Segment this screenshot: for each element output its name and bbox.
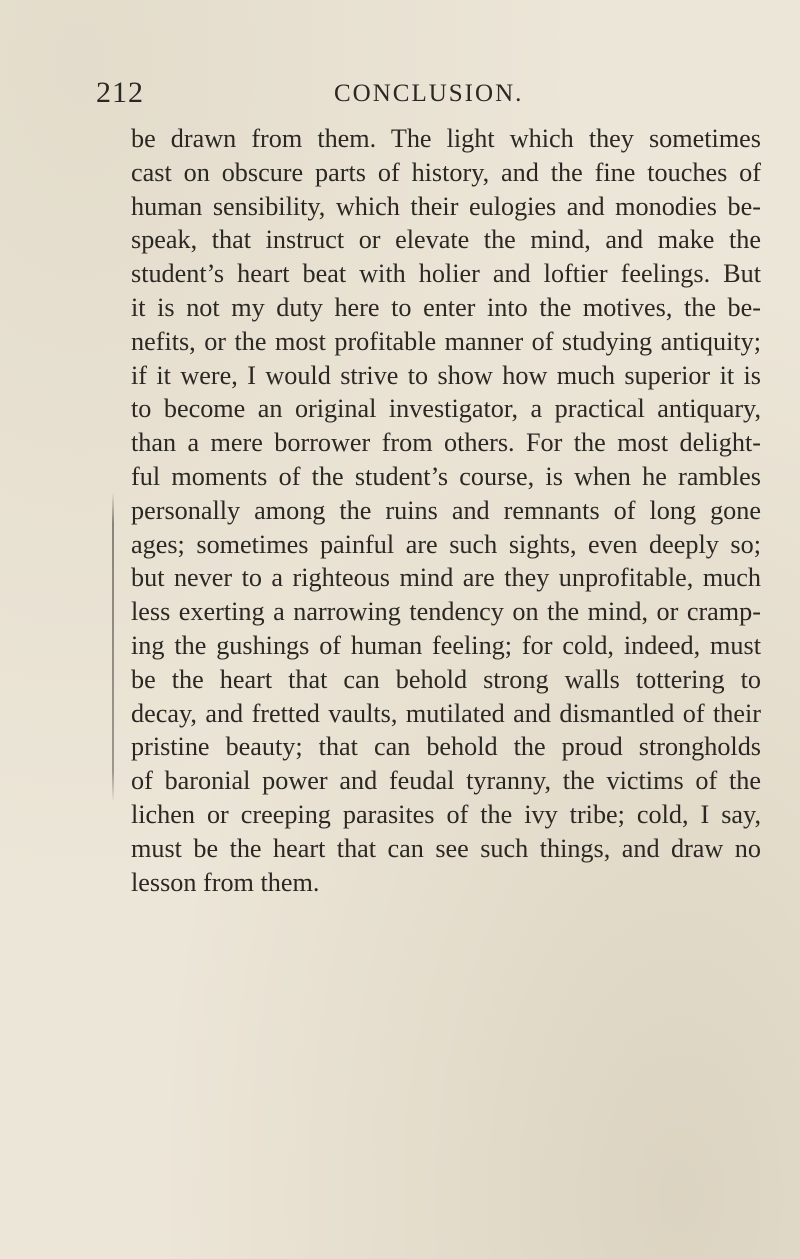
text-line: student’s heart beat with holier and loftier feelings. But	[131, 259, 761, 289]
text-line: must be the heart that can see such things, and draw no	[131, 833, 761, 863]
text-line: ful moments of the student’s course, is when he rambles	[131, 461, 761, 491]
text-line: ages; sometimes painful are such sights, even deeply so;	[131, 529, 761, 559]
text-line: if it were, I would strive to show how much superior it is	[131, 360, 761, 390]
text-line: human sensibility, which their eulogies and monodies be-	[131, 191, 761, 221]
text-line: lichen or creeping parasites of the ivy tribe; cold, I say,	[131, 799, 761, 829]
body-text	[131, 122, 761, 899]
text-line: lesson from them.	[131, 867, 320, 897]
text-line: speak, that instruct or elevate the mind, and make the	[131, 225, 761, 255]
margin-mark	[112, 492, 114, 802]
text-line: personally among the ruins and remnants of long gone	[131, 495, 761, 525]
text-line: cast on obscure parts of history, and the fine touches of	[131, 157, 761, 187]
text-line: be drawn from them. The light which they sometimes	[131, 124, 761, 153]
running-head: CONCLUSION.	[334, 80, 524, 107]
text-line: but never to a righteous mind are they unprofitable, much	[131, 563, 761, 593]
text-line: decay, and fretted vaults, mutilated and dismantled of their	[131, 698, 761, 728]
text-line: to become an original investigator, a practical antiquary,	[131, 394, 761, 424]
text-line: pristine beauty; that can behold the proud strongholds	[131, 732, 761, 762]
text-line: ing the gushings of human feeling; for cold, indeed, must	[131, 630, 761, 660]
text-line: nefits, or the most profitable manner of studying antiquity;	[131, 326, 761, 356]
page-number: 212	[96, 76, 144, 109]
page-header	[96, 76, 736, 110]
text-line: it is not my duty here to enter into the motives, the be-	[131, 292, 761, 322]
text-line: less exerting a narrowing tendency on the mind, or cramp-	[131, 597, 761, 627]
text-line: be the heart that can behold strong walls tottering to	[131, 664, 761, 694]
text-line: than a mere borrower from others. For the most delight-	[131, 428, 761, 458]
text-line: of baronial power and feudal tyranny, the victims of the	[131, 766, 761, 796]
